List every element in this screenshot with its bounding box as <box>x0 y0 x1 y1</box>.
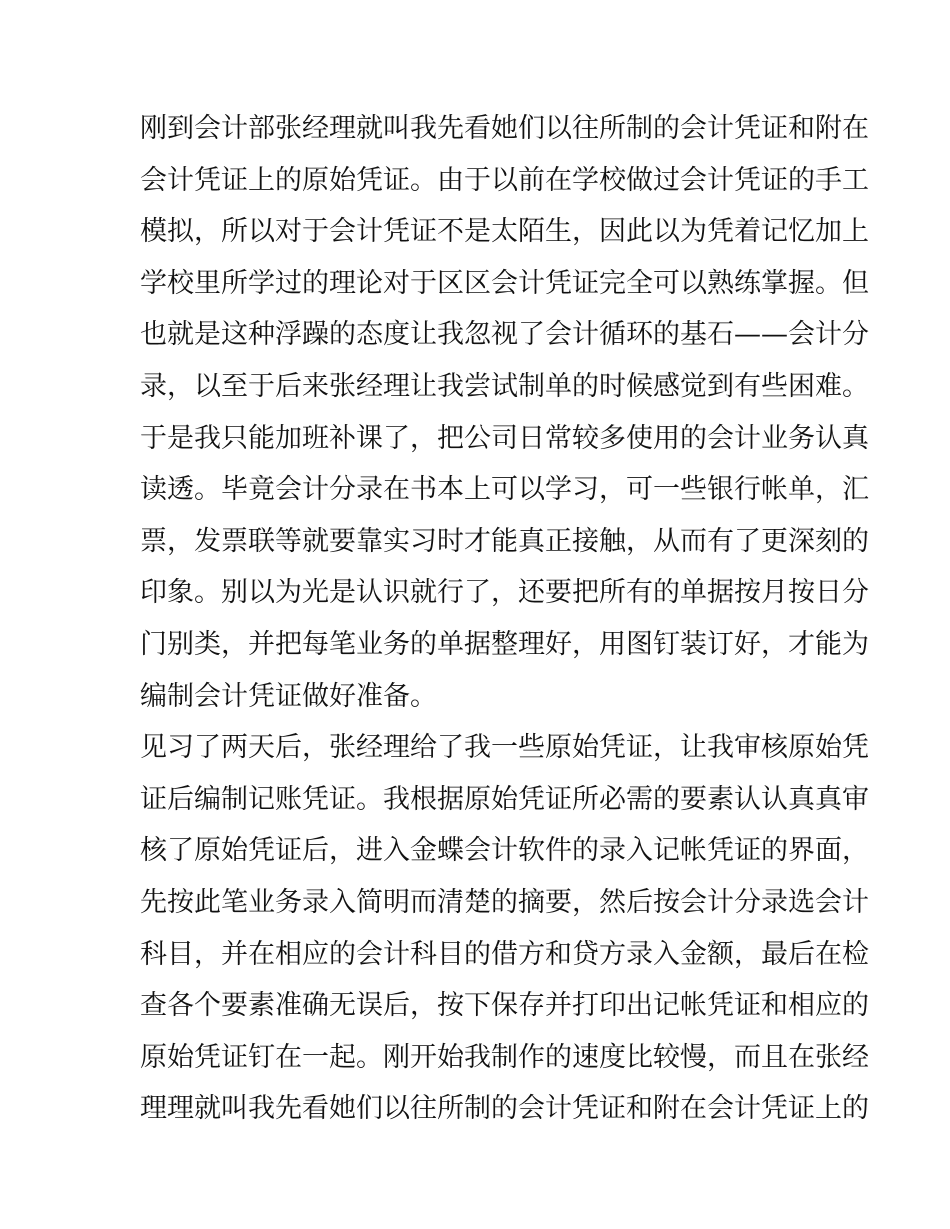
text-line: 于是我只能加班补课了，把公司日常较多使用的会计业务认真 <box>140 422 869 454</box>
text-line: 学校里所学过的理论对于区区会计凭证完全可以熟练掌握。但 <box>140 267 869 299</box>
text-line: 见习了两天后，张经理给了我一些原始凭证，让我审核原始凭 <box>140 732 869 764</box>
document-body <box>140 103 869 1135</box>
text-line: 科目，并在相应的会计科目的借方和贷方录入金额，最后在检 <box>140 938 869 970</box>
text-line: 理理就叫我先看她们以往所制的会计凭证和附在会计凭证上的 <box>140 1093 869 1125</box>
text-line: 也就是这种浮躁的态度让我忽视了会计循环的基石——会计分 <box>140 319 869 351</box>
text-line: 会计凭证上的原始凭证。由于以前在学校做过会计凭证的手工 <box>140 164 869 196</box>
text-line: 票，发票联等就要靠实习时才能真正接触，从而有了更深刻的 <box>140 525 869 557</box>
text-line: 模拟，所以对于会计凭证不是太陌生，因此以为凭着记忆加上 <box>140 216 869 248</box>
text-line: 编制会计凭证做好准备。 <box>140 680 437 712</box>
text-line: 原始凭证钉在一起。刚开始我制作的速度比较慢，而且在张经 <box>140 1041 869 1073</box>
text-line: 刚到会计部张经理就叫我先看她们以往所制的会计凭证和附在 <box>140 113 869 144</box>
text-line: 录，以至于后来张经理让我尝试制单的时候感觉到有些困难。 <box>140 370 869 402</box>
text-line: 查各个要素准确无误后，按下保存并打印出记帐凭证和相应的 <box>140 990 869 1022</box>
text-line: 读透。毕竟会计分录在书本上可以学习，可一些银行帐单，汇 <box>140 474 869 506</box>
text-line: 门别类，并把每笔业务的单据整理好，用图钉装订好，才能为 <box>140 628 869 660</box>
text-line: 核了原始凭证后，进入金蝶会计软件的录入记帐凭证的界面， <box>140 835 869 867</box>
text-line: 证后编制记账凭证。我根据原始凭证所必需的要素认认真真审 <box>140 783 869 815</box>
text-line: 先按此笔业务录入简明而清楚的摘要，然后按会计分录选会计 <box>140 886 869 918</box>
text-line: 印象。别以为光是认识就行了，还要把所有的单据按月按日分 <box>140 577 869 609</box>
